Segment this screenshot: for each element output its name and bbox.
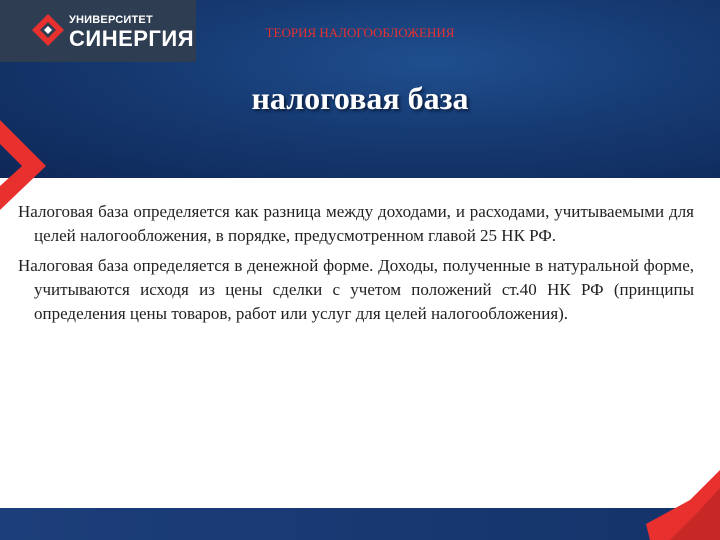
- page-title: налоговая база: [251, 80, 469, 116]
- red-chevron-decoration-left: [0, 120, 50, 210]
- paragraph: Налоговая база определяется в денежной форме. Доходы, полученные в натуральной форме, учитываются исходя из цены сделки с учетом положений ст.40 НК РФ (принципы определения цены товаров, работ или услуг для целей налогообложения).: [18, 256, 694, 323]
- footer-band: [0, 508, 720, 540]
- paragraph: Налоговая база определяется как разница между доходами, и расходами, учитываемыми для целей налогообложения, в порядке, предусмотренном главой 25 НК РФ.: [18, 202, 694, 245]
- logo-university-label: УНИВЕРСИТЕТ: [69, 14, 153, 26]
- logo-brand-name: СИНЕРГИЯ: [69, 26, 195, 51]
- body-text: [18, 200, 694, 332]
- red-chevron-decoration-right: [630, 470, 720, 540]
- section-title: ТЕОРИЯ НАЛОГООБЛОЖЕНИЯ: [265, 25, 455, 40]
